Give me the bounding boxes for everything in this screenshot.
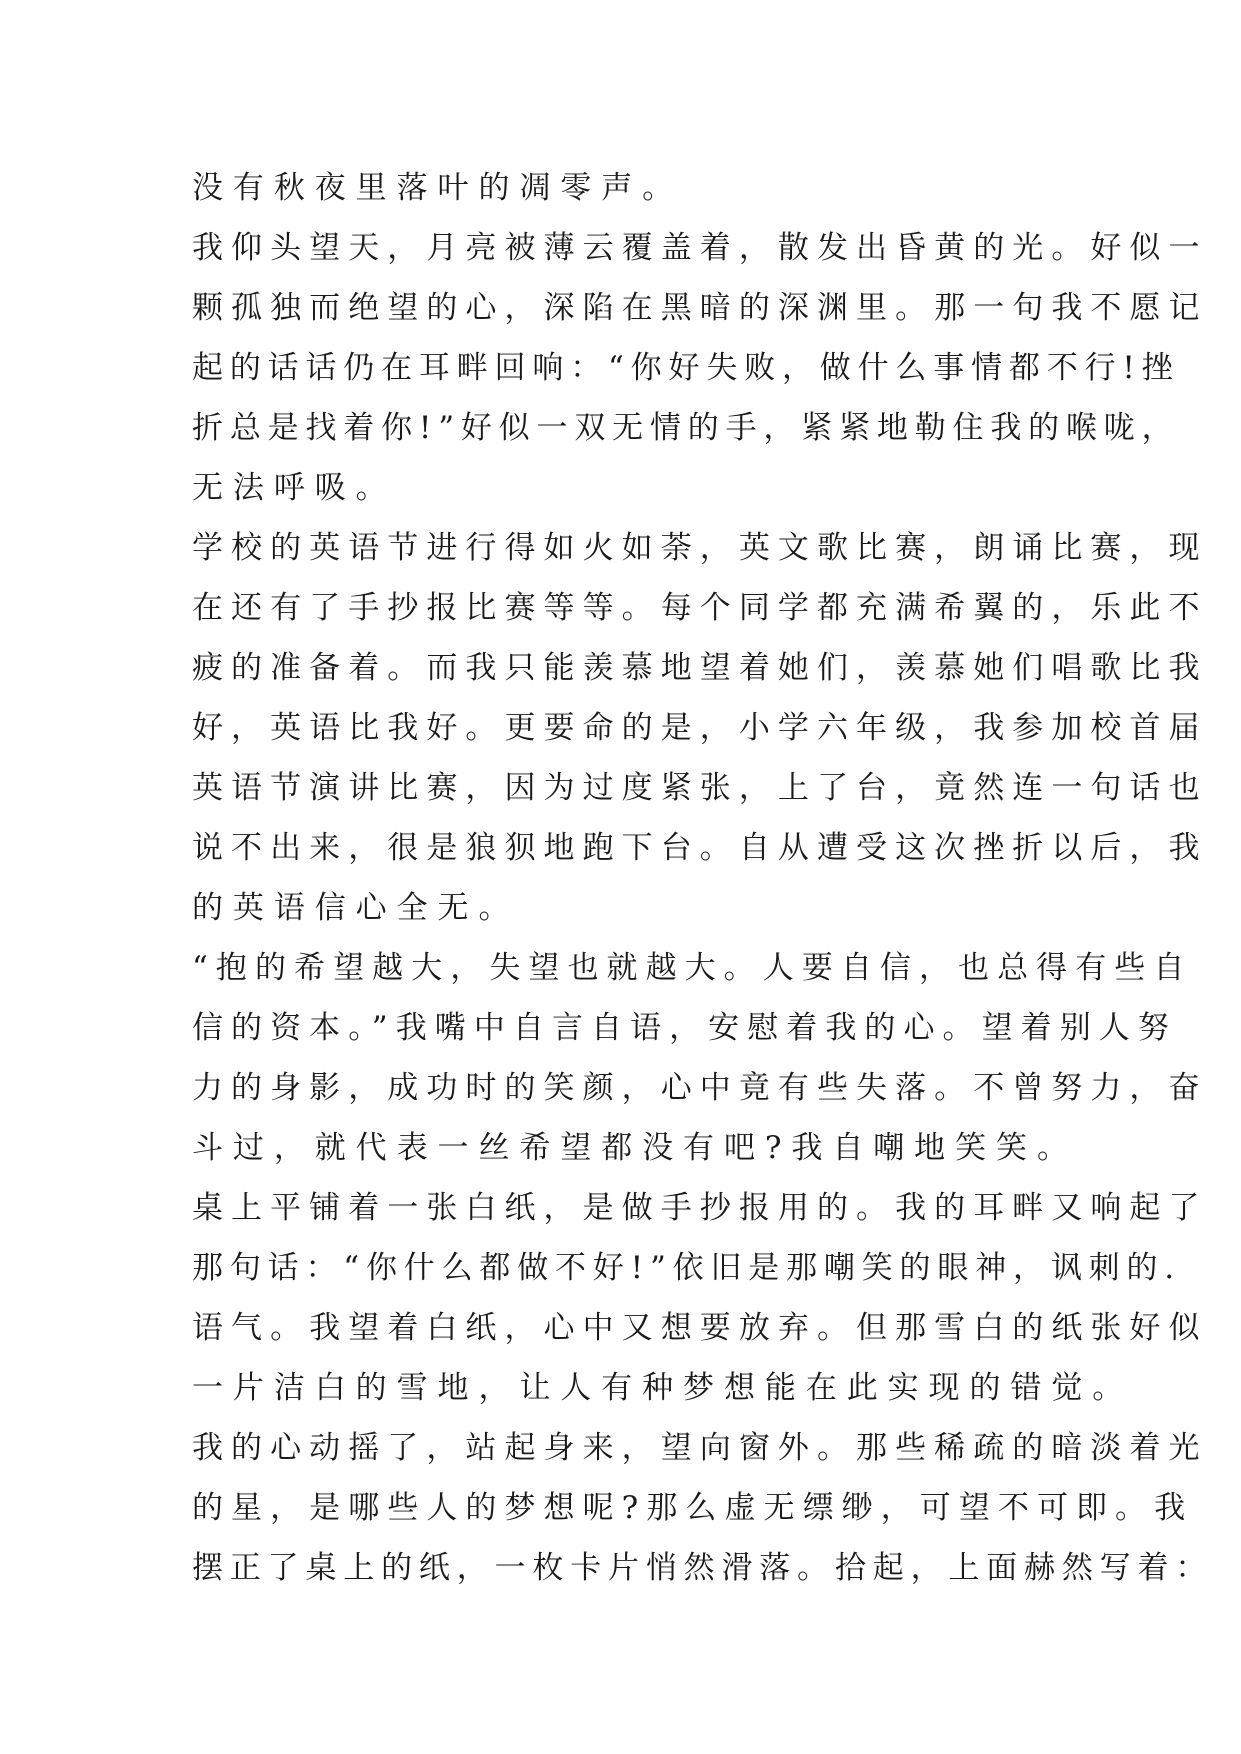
text-line: 一片洁白的雪地，让人有种梦想能在此实现的错觉。 <box>192 1370 1134 1406</box>
text-line: 无法呼吸。 <box>192 470 397 506</box>
text-line: 那句话：“你什么都做不好!”依旧是那嘲笑的眼神，讽刺的. <box>192 1250 1181 1286</box>
text-line: 信的资本。”我嘴中自言自语，安慰着我的心。望着别人努 <box>192 1010 1177 1046</box>
text-line: 斗过，就代表一丝希望都没有吧?我自嘲地笑笑。 <box>192 1130 1078 1166</box>
text-line: 折总是找着你!”好似一双无情的手，紧紧地勒住我的喉咙， <box>192 410 1180 446</box>
text-line: 好，英语比我好。更要命的是，小学六年级，我参加校首届 <box>192 710 1208 746</box>
text-line: 学校的英语节进行得如火如荼，英文歌比赛，朗诵比赛，现 <box>192 530 1208 566</box>
text-line: 语气。我望着白纸，心中又想要放弃。但那雪白的纸张好似 <box>192 1310 1208 1346</box>
body-text <box>192 158 1214 1598</box>
text-line: 没有秋夜里落叶的凋零声。 <box>192 170 684 206</box>
text-line: 桌上平铺着一张白纸，是做手抄报用的。我的耳畔又响起了 <box>192 1190 1208 1226</box>
text-line: 的星，是哪些人的梦想呢?那么虚无缥缈，可望不可即。我 <box>192 1490 1194 1526</box>
text-line: 起的话话仍在耳畔回响：“你好失败，做什么事情都不行!挫 <box>192 350 1180 386</box>
text-line: 英语节演讲比赛，因为过度紧张，上了台，竟然连一句话也 <box>192 770 1208 806</box>
text-line: 力的身影，成功时的笑颜，心中竟有些失落。不曾努力，奋 <box>192 1070 1208 1106</box>
text-line: 说不出来，很是狼狈地跑下台。自从遭受这次挫折以后，我 <box>192 830 1208 866</box>
text-line: 我仰头望天，月亮被薄云覆盖着，散发出昏黄的光。好似一 <box>192 230 1208 266</box>
text-line: “抱的希望越大，失望也就越大。人要自信，也总得有些自 <box>192 950 1193 986</box>
text-line: 我的心动摇了，站起身来，望向窗外。那些稀疏的暗淡着光 <box>192 1430 1208 1466</box>
text-line: 在还有了手抄报比赛等等。每个同学都充满希翼的，乐此不 <box>192 590 1208 626</box>
text-line: 颗孤独而绝望的心，深陷在黑暗的深渊里。那一句我不愿记 <box>192 290 1208 326</box>
text-line: 疲的准备着。而我只能羡慕地望着她们，羡慕她们唱歌比我 <box>192 650 1208 686</box>
text-line: 摆正了桌上的纸，一枚卡片悄然滑落。拾起，上面赫然写着： <box>192 1550 1214 1586</box>
text-line: 的英语信心全无。 <box>192 890 520 926</box>
